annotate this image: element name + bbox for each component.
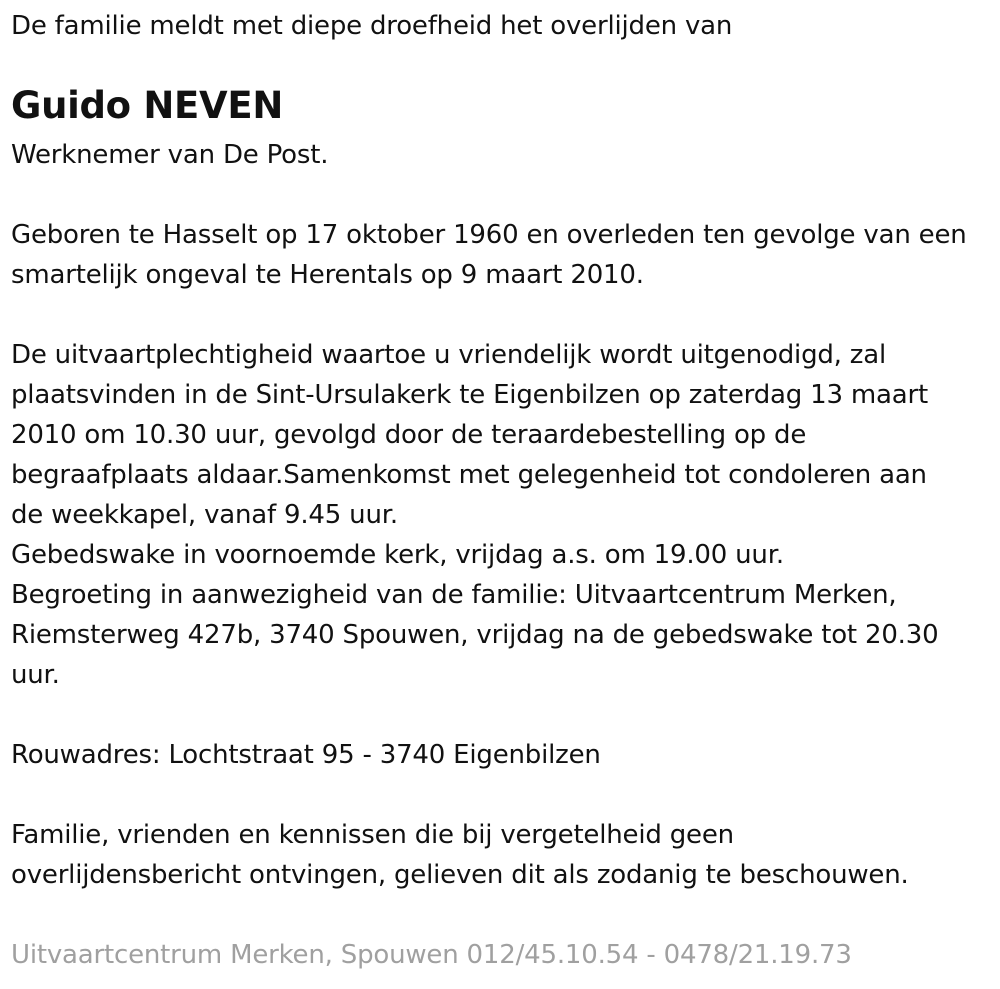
funeral-line: 2010 om 10.30 uur, gevolgd door de teraardebestelling op de: [11, 420, 807, 450]
funeral-line: Gebedswake in voornoemde kerk, vrijdag a.s. om 19.00 uur.: [11, 540, 784, 570]
birth-paragraph: [11, 215, 967, 295]
notice-line: Familie, vrienden en kennissen die bij vergetelheid geen: [11, 820, 734, 850]
notice-paragraph: [11, 815, 909, 895]
role-text: Werknemer van De Post.: [11, 140, 329, 170]
birth-line: Geboren te Hasselt op 17 oktober 1960 en overleden ten gevolge van een: [11, 220, 967, 250]
deceased-name: Guido NEVEN: [11, 84, 283, 127]
funeral-line: plaatsvinden in de Sint-Ursulakerk te Eigenbilzen op zaterdag 13 maart: [11, 380, 928, 410]
funeral-line: De uitvaartplechtigheid waartoe u vriendelijk wordt uitgenodigd, zal: [11, 340, 887, 370]
funeral-line: de weekkapel, vanaf 9.45 uur.: [11, 500, 398, 530]
notice-line: overlijdensbericht ontvingen, gelieven dit als zodanig te beschouwen.: [11, 860, 909, 890]
funeral-line: uur.: [11, 660, 60, 690]
funeral-home-footer: Uitvaartcentrum Merken, Spouwen 012/45.10.54 - 0478/21.19.73: [11, 940, 852, 970]
address-paragraph: [11, 735, 601, 775]
funeral-line: Begroeting in aanwezigheid van de familie: Uitvaartcentrum Merken,: [11, 580, 897, 610]
funeral-line: Riemsterweg 427b, 3740 Spouwen, vrijdag na de gebedswake tot 20.30: [11, 620, 939, 650]
funeral-paragraph: [11, 335, 938, 695]
mourning-address: Rouwadres: Lochtstraat 95 - 3740 Eigenbilzen: [11, 740, 601, 770]
birth-line: smartelijk ongeval te Herentals op 9 maart 2010.: [11, 260, 644, 290]
funeral-line: begraafplaats aldaar.Samenkomst met gelegenheid tot condoleren aan: [11, 460, 927, 490]
role-paragraph: [11, 135, 328, 175]
intro-text: De familie meldt met diepe droefheid het overlijden van: [11, 11, 733, 41]
